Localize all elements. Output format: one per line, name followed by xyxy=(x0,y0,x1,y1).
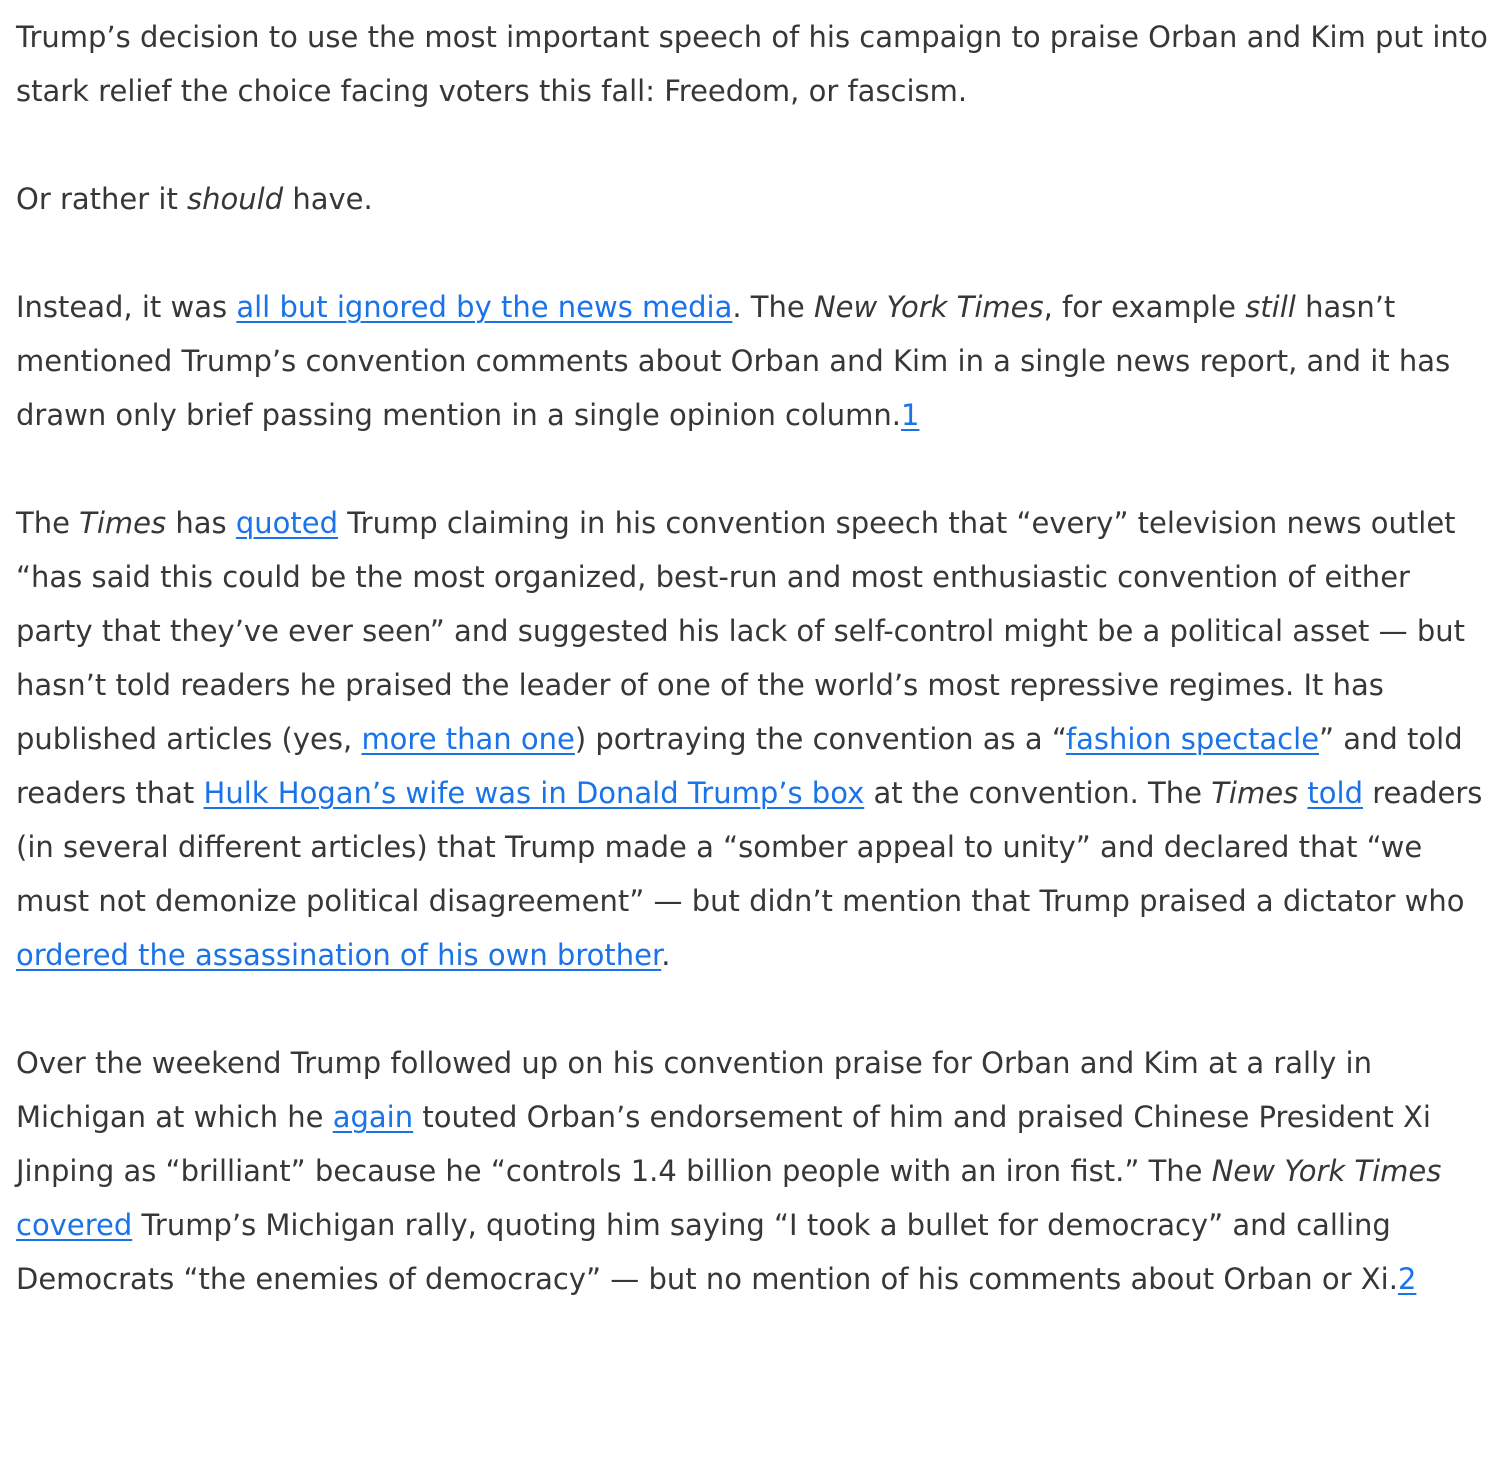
paragraph-text: The xyxy=(16,506,80,540)
paragraph-4 xyxy=(16,496,1488,982)
paragraph-text: Trump’s decision to use the most important speech of his campaign to praise Orban and Kim put into stark relief the choice facing voters this fall: Freedom, or fascism. xyxy=(16,20,1488,108)
paragraph-5 xyxy=(16,1036,1488,1306)
link-again[interactable]: again xyxy=(332,1100,414,1134)
paragraph-text: Over the weekend Trump followed up on his convention praise for Orban and Kim at a rally in Michigan at which he xyxy=(16,1046,1372,1134)
link-told[interactable]: told xyxy=(1307,776,1364,810)
link-covered[interactable]: covered xyxy=(16,1208,133,1242)
paragraph-3 xyxy=(16,280,1488,442)
publication-name: New York Times xyxy=(1211,1154,1442,1188)
paragraph-text: has xyxy=(166,506,236,540)
paragraph-text: . The xyxy=(732,290,814,324)
emphasis-text: still xyxy=(1245,290,1296,324)
paragraph-text: ” and told readers that xyxy=(16,722,1463,810)
paragraph-text: have. xyxy=(283,182,373,216)
paragraph-text: touted Orban’s endorsement of him and praised Chinese President Xi Jinping as “brilliant” because he “controls 1.4 billion people with an iron fist.” The xyxy=(16,1100,1431,1188)
emphasis-text: should xyxy=(187,182,284,216)
link-fashion-spectacle[interactable]: fashion spectacle xyxy=(1065,722,1320,756)
paragraph-text: Or rather it xyxy=(16,182,188,216)
paragraph-text: . xyxy=(661,938,671,972)
paragraph-text: Trump’s Michigan rally, quoting him saying “I took a bullet for democracy” and calling Democrats “the enemies of democracy” — but no mention of his comments about Orban or Xi. xyxy=(16,1208,1398,1296)
paragraph-text: at the convention. The xyxy=(864,776,1212,810)
footnote-link-1[interactable]: 1 xyxy=(901,398,920,432)
footnote-link-2[interactable]: 2 xyxy=(1397,1262,1417,1296)
publication-name: New York Times xyxy=(813,290,1044,324)
link-ignored-by-media[interactable]: all but ignored by the news media xyxy=(236,290,733,324)
paragraph-text: Trump claiming in his convention speech that “every” television news outlet “has said this could be the most organized, best-run and most enthusiastic convention of either party that they’ve ever seen” and suggested his lack of self-control might be a political asset — but hasn’t told readers he praised the leader of one of the world’s most repressive regimes. It has published articles (yes, xyxy=(16,506,1466,756)
link-assassination-brother[interactable]: ordered the assassination of his own brother xyxy=(16,938,662,972)
paragraph-2 xyxy=(16,172,1488,226)
link-more-than-one[interactable]: more than one xyxy=(361,722,575,756)
publication-name: Times xyxy=(1211,776,1299,810)
paragraph-1 xyxy=(16,10,1488,118)
paragraph-text: readers (in several different articles) that Trump made a “somber appeal to unity” and declared that “we must not demonize political disagreement” — but didn’t mention that Trump praised a dictator who xyxy=(16,776,1483,918)
link-quoted[interactable]: quoted xyxy=(235,506,338,540)
paragraph-text: hasn’t mentioned Trump’s convention comments about Orban and Kim in a single news report, and it has drawn only brief passing mention in a single opinion column. xyxy=(16,290,1451,432)
paragraph-text: ) portraying the convention as a “ xyxy=(574,722,1066,756)
paragraph-text: Instead, it was xyxy=(16,290,237,324)
paragraph-text: , for example xyxy=(1043,290,1246,324)
link-hulk-hogan-wife[interactable]: Hulk Hogan’s wife was in Donald Trump’s box xyxy=(203,776,865,810)
publication-name: Times xyxy=(79,506,167,540)
